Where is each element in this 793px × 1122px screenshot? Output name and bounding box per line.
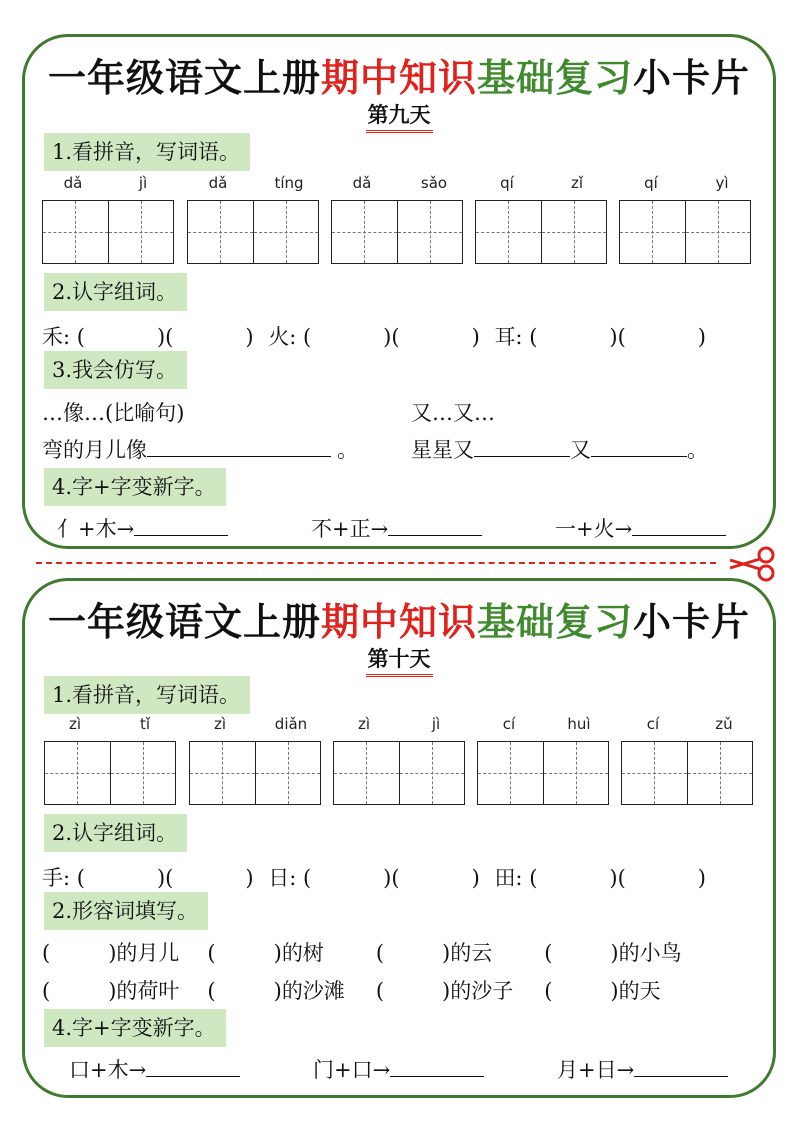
writing-grid[interactable] (189, 741, 321, 805)
char-combine: 月+日→ (557, 1054, 728, 1084)
word-group-row: 禾: ( )( ) 火: ( )( ) 耳: ( )( ) (42, 325, 706, 349)
writing-grid[interactable] (331, 200, 463, 264)
section-char-label: 4.字+字变新字。 (44, 468, 226, 506)
char-combine: 一+火→ (555, 513, 726, 543)
pinyin: sǎo (420, 174, 448, 192)
section-imitate-label: 3.我会仿写。 (44, 351, 187, 389)
pinyin: dǎ (352, 174, 372, 192)
char-combine: 口+木→ (69, 1054, 240, 1084)
answer-blank[interactable] (390, 1058, 484, 1077)
pinyin: dǎ (208, 174, 228, 192)
answer-blank[interactable] (632, 517, 726, 536)
cut-line (36, 562, 716, 564)
pinyin: dǎ (63, 174, 83, 192)
answer-blank[interactable] (388, 517, 482, 536)
section-word-label: 2.认字组词。 (44, 273, 187, 311)
pinyin: tíng (274, 174, 304, 192)
pattern-simile: …像…(比喻句) (42, 401, 185, 425)
writing-grid[interactable] (621, 741, 753, 805)
char-combine: 不+正→ (311, 513, 482, 543)
sentence-simile: 弯的月儿像 。 (42, 438, 358, 462)
pinyin: jì (431, 715, 441, 733)
card-title: 一年级语文上册期中知识基础复习小卡片 (47, 600, 751, 644)
review-card-day9 (22, 34, 776, 549)
card-title: 一年级语文上册期中知识基础复习小卡片 (47, 56, 751, 100)
writing-grid[interactable] (44, 741, 176, 805)
pinyin: zǔ (715, 715, 733, 733)
pinyin: jì (138, 174, 148, 192)
pinyin: qí (644, 174, 658, 192)
pinyin: tǐ (139, 715, 151, 733)
scissors-icon (728, 546, 778, 582)
answer-blank[interactable] (134, 517, 228, 536)
word-group-row: 手: ( )( ) 日: ( )( ) 田: ( )( ) (42, 866, 706, 890)
pinyin: cí (646, 715, 660, 733)
day-heading: 第九天 (25, 99, 773, 133)
pinyin: zì (213, 715, 227, 733)
writing-grid[interactable] (42, 200, 174, 264)
answer-blank[interactable] (146, 1058, 240, 1077)
section-adjective-label: 2.形容词填写。 (44, 892, 208, 930)
pinyin: cí (502, 715, 516, 733)
writing-grid[interactable] (187, 200, 319, 264)
pinyin: diǎn (274, 715, 308, 733)
sentence-you: 星星又 又 。 (411, 438, 708, 462)
writing-grid[interactable] (475, 200, 607, 264)
adjective-row: ( )的月儿 ( )的树 ( )的云 ( )的小鸟 (42, 941, 682, 965)
answer-blank[interactable] (634, 1058, 728, 1077)
pinyin: zǐ (570, 174, 584, 192)
answer-blank[interactable] (147, 438, 331, 457)
adjective-row: ( )的荷叶 ( )的沙滩 ( )的沙子 ( )的天 (42, 979, 661, 1003)
section-char-label: 4.字+字变新字。 (44, 1009, 226, 1047)
writing-grid[interactable] (333, 741, 465, 805)
writing-grid[interactable] (477, 741, 609, 805)
section-word-label: 2.认字组词。 (44, 814, 187, 852)
pinyin: zì (68, 715, 82, 733)
pinyin-row (25, 715, 773, 737)
writing-grid[interactable] (619, 200, 751, 264)
char-combine: 门+口→ (313, 1054, 484, 1084)
char-combine: 亻+木→ (57, 513, 228, 543)
pinyin-row (25, 174, 773, 196)
section-pinyin-label: 1.看拼音，写词语。 (44, 133, 250, 171)
section-pinyin-label: 1.看拼音，写词语。 (44, 676, 250, 714)
pinyin: qí (500, 174, 514, 192)
pinyin: zì (357, 715, 371, 733)
day-heading: 第十天 (25, 643, 773, 677)
pinyin: yì (715, 174, 729, 192)
review-card-day10 (22, 578, 776, 1098)
answer-blank[interactable] (591, 438, 687, 457)
answer-blank[interactable] (474, 438, 570, 457)
pinyin: huì (567, 715, 591, 733)
pattern-you: 又…又… (411, 401, 495, 425)
